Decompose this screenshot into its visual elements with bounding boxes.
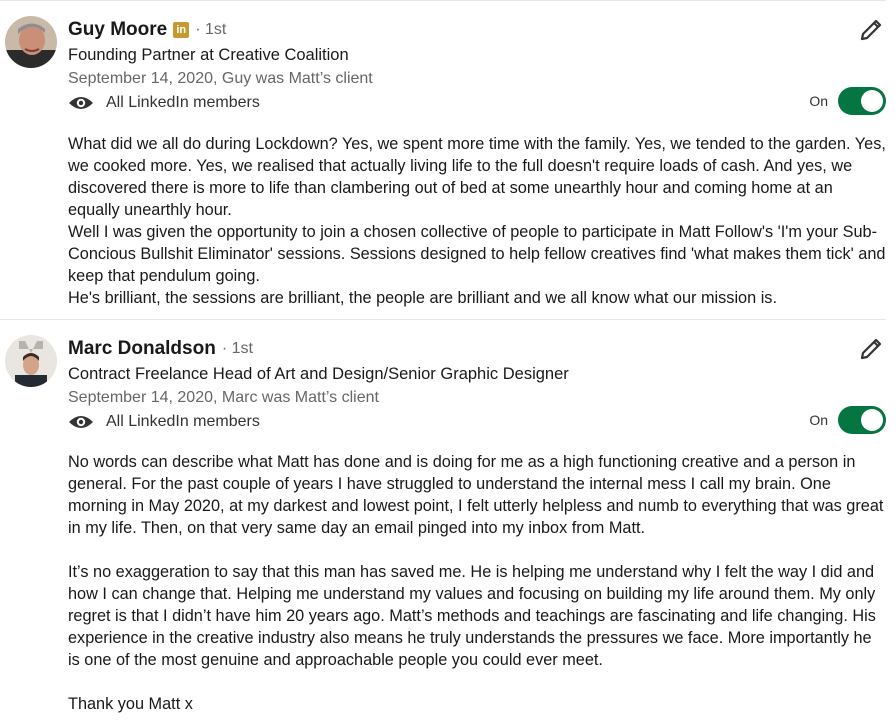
avatar-photo (5, 335, 57, 387)
paragraph-spacer (68, 671, 886, 693)
visibility-toggle[interactable] (838, 87, 886, 115)
recommender-name[interactable]: Guy Moore (68, 19, 168, 40)
toggle-label: On (809, 93, 828, 109)
name-row (68, 338, 253, 360)
visibility-toggle-row (809, 87, 886, 115)
visibility-row (68, 413, 260, 431)
recommendation-paragraph: What did we all do during Lockdown? Yes, we spent more time with the family. Yes, we tended to the garden. Yes, we cooked more. Yes, we realised that actually living life to the full doesn't require loads of cash. And yes, we discovered there is more to life than clambering out of bed at some unearthly hour and coming home at an equally unearthly hour. (68, 135, 886, 219)
recommendation-paragraph: Well I was given the opportunity to join a chosen collective of people to participate in Matt Follow's 'I'm your Sub-Concious Bullshit Eliminator' sessions. Sessions designed to help fellow creatives find 'what makes them tick' and keep that pendulum going. (68, 223, 886, 285)
toggle-knob (861, 409, 883, 431)
visibility-row (68, 94, 260, 112)
recommendation-card-guy-moore (0, 0, 886, 320)
recommendation-date-relationship: September 14, 2020, Marc was Matt’s client (68, 389, 379, 406)
recommendation-text (68, 133, 886, 309)
avatar[interactable] (5, 16, 57, 68)
connection-degree: · 1st (221, 340, 253, 357)
visibility-label: All LinkedIn members (106, 94, 260, 111)
connection-degree: · 1st (195, 21, 227, 38)
recommendation-paragraph: Thank you Matt x (68, 695, 193, 713)
recommendation-date-relationship: September 14, 2020, Guy was Matt’s client (68, 70, 373, 87)
recommendation-text (68, 451, 886, 715)
toggle-knob (861, 90, 883, 112)
recommendation-paragraph: No words can describe what Matt has done and is doing for me as a high functioning creative and a person in general. For the past couple of years I have struggled to understand the internal mess I call my brain. One morning in May 2020, at my darkest and lowest point, I felt utterly helpless and numb to everything that was great in my life. Then, on that very same day an email pinged into my inbox from Matt. (68, 453, 884, 537)
visibility-toggle-row (809, 406, 886, 434)
recommendation-card-marc-donaldson (0, 320, 886, 720)
recommendation-paragraph: He's brilliant, the sessions are brilliant, the people are brilliant and we all know what our mission is. (68, 289, 777, 307)
paragraph-spacer (68, 539, 886, 561)
edit-pencil-icon[interactable] (858, 17, 884, 43)
recommender-headline: Founding Partner at Creative Coalition (68, 46, 349, 64)
visibility-label: All LinkedIn members (106, 413, 260, 430)
recommender-name[interactable]: Marc Donaldson (68, 338, 216, 359)
visibility-toggle[interactable] (838, 406, 886, 434)
edit-pencil-icon[interactable] (858, 336, 884, 362)
avatar[interactable] (5, 335, 57, 387)
eye-icon (68, 94, 94, 112)
linkedin-premium-icon: in (173, 22, 189, 38)
eye-icon (68, 413, 94, 431)
recommendation-paragraph: It’s no exaggeration to say that this man has saved me. He is helping me understand why I felt the way I did and how I can change that. Helping me understand my values and focusing on building my life around them. My only regret is that I didn’t have him 20 years ago. Matt’s methods and teachings are fascinating and life changing. His experience in the creative industry also means he truly understands the pressures we face. More importantly he is one of the most genuine and approachable people you could ever meet. (68, 563, 876, 669)
toggle-label: On (809, 412, 828, 428)
name-row (68, 19, 226, 41)
recommender-headline: Contract Freelance Head of Art and Design/Senior Graphic Designer (68, 365, 569, 383)
avatar-photo (5, 16, 57, 68)
